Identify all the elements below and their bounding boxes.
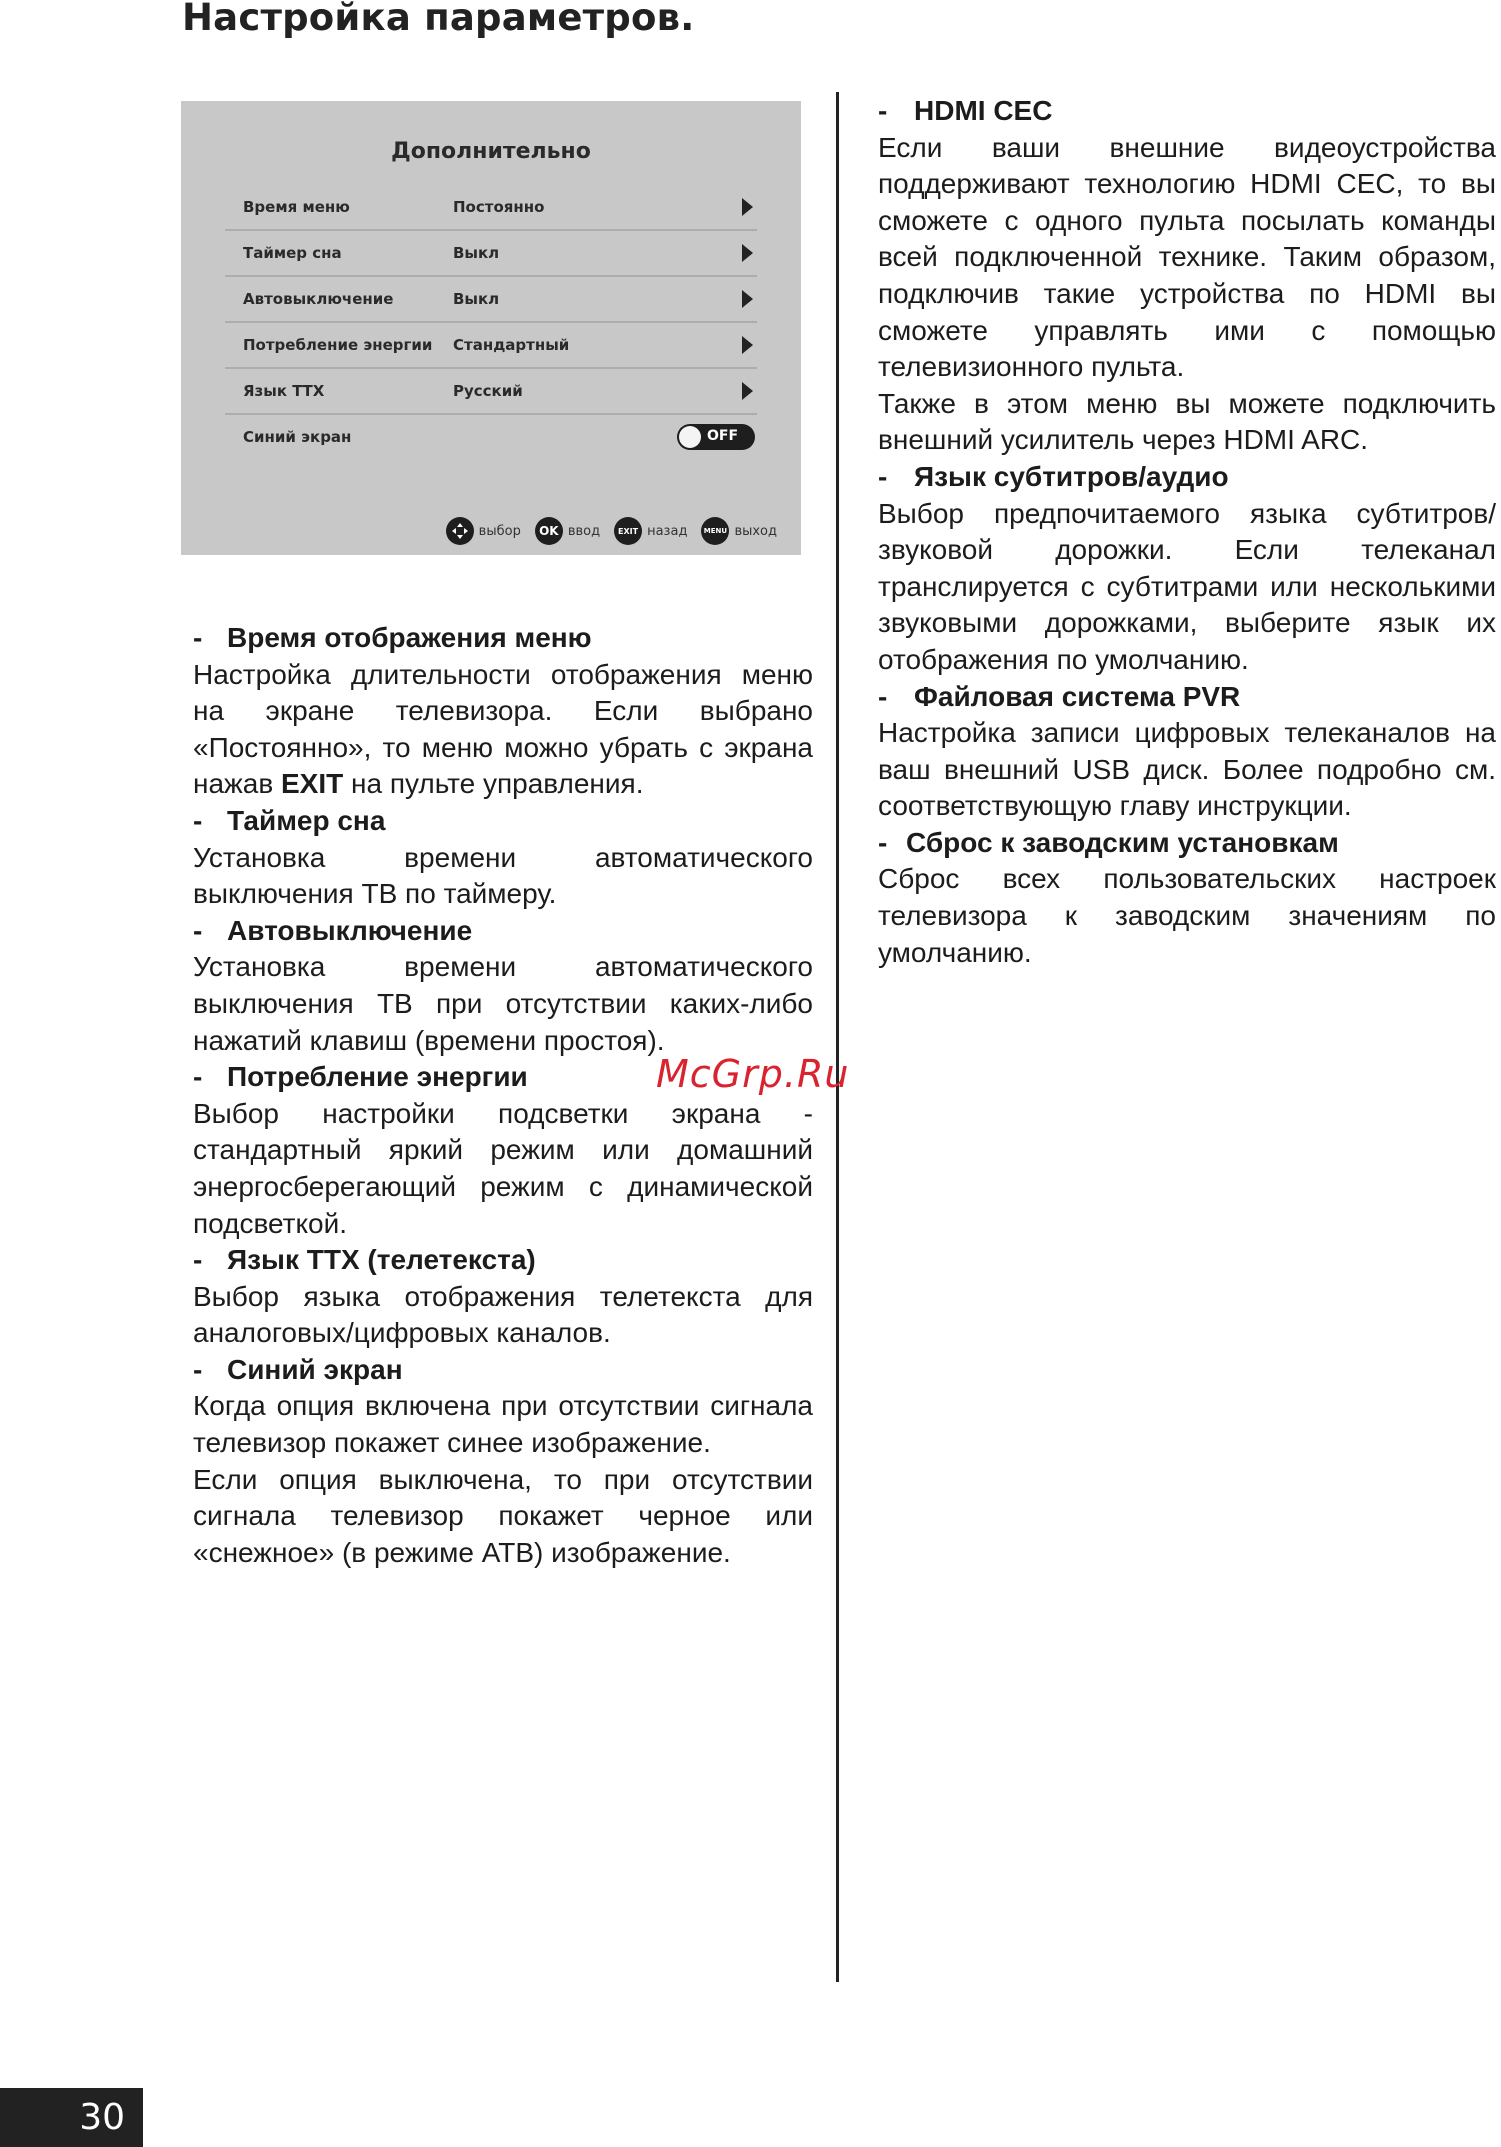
hint-label: назад xyxy=(647,523,688,539)
exit-icon: EXIT xyxy=(614,517,642,545)
right-column xyxy=(878,93,1496,971)
section-text: Установка времени автоматического выключения ТВ при отсутствии каких-либо нажатий клавиш (времени простоя). xyxy=(193,951,813,1056)
section-text: Установка времени автоматического выключения ТВ по таймеру. xyxy=(193,841,813,910)
menu-row-label: Автовыключение xyxy=(243,290,394,308)
menu-row-value: Стандартный xyxy=(453,336,570,354)
toggle-knob xyxy=(679,426,701,448)
menu-row-label: Язык ТТХ xyxy=(243,382,325,400)
menu-row-label: Синий экран xyxy=(243,428,352,446)
heading-text: Синий экран xyxy=(227,1353,403,1385)
menu-row-value: Выкл xyxy=(453,244,500,262)
ok-icon: OK xyxy=(535,517,563,545)
heading-text: Сброс к заводским установкам xyxy=(906,826,1339,858)
watermark: McGrp.Ru xyxy=(656,1052,850,1096)
text-span: на пульте управления. xyxy=(343,768,644,800)
dpad-icon xyxy=(446,517,474,545)
menu-title: Дополнительно xyxy=(391,139,591,164)
heading-text: Язык субтитров/аудио xyxy=(914,460,1229,492)
heading-text: Время отображения меню xyxy=(227,622,592,653)
arrow-right-icon xyxy=(742,382,753,400)
menu-row-auto-off xyxy=(225,277,757,323)
hint-exit xyxy=(701,517,777,545)
text-span: Настройка длительности отображения меню на экране телевизора. Если выбрано «Постоянно», то меню можно убрать с экрана нажав xyxy=(193,658,813,800)
menu-row-ttx-language xyxy=(225,369,757,415)
blue-screen-toggle xyxy=(677,424,755,450)
hint-label: выбор xyxy=(478,523,521,539)
section-text xyxy=(193,657,813,803)
hint-back xyxy=(614,517,687,545)
heading-text: HDMI CEC xyxy=(914,95,1053,126)
section-text: Выбор настройки подсветки экрана - стандартный яркий режим или домашний энергосберегающий режим с динамической подсветкой. xyxy=(193,1097,813,1239)
menu-row-value: Выкл xyxy=(453,290,500,308)
menu-icon: MENU xyxy=(701,517,729,545)
page-number: 30 xyxy=(0,2088,143,2147)
section-heading: - Язык субтитров/аудио xyxy=(878,460,1229,492)
section-heading: - Файловая система PVR xyxy=(878,680,1241,712)
menu-row-value: Постоянно xyxy=(453,198,545,216)
section-heading: - Время отображения меню xyxy=(193,622,592,653)
exit-key-name: EXIT xyxy=(281,768,344,800)
menu-row-label: Таймер сна xyxy=(243,244,342,262)
heading-text: Автовыключение xyxy=(227,914,473,946)
section-text: Настройка записи цифровых телеканалов на ваш внешний USB диск. Более подробно см. соответствующую главу инструкции. xyxy=(878,717,1496,822)
section-heading: - Таймер сна xyxy=(193,804,386,836)
arrow-right-icon xyxy=(742,336,753,354)
toggle-state: OFF xyxy=(707,428,739,444)
menu-panel xyxy=(181,101,801,555)
menu-rows xyxy=(225,185,757,459)
section-text: Когда опция включена при отсутствии сигнала телевизор покажет синее изображение. xyxy=(193,1390,813,1459)
arrow-right-icon xyxy=(742,198,753,216)
hint-label: выход xyxy=(734,523,777,539)
heading-text: Файловая система PVR xyxy=(914,680,1241,712)
menu-row-power xyxy=(225,323,757,369)
heading-text: Язык ТТХ (телетекста) xyxy=(227,1244,536,1276)
section-heading: - Автовыключение xyxy=(193,914,473,946)
menu-row-blue-screen xyxy=(225,415,757,459)
heading-text: Таймер сна xyxy=(227,804,386,836)
arrow-right-icon xyxy=(742,244,753,262)
section-text: Выбор предпочитаемого языка субтитров/звуковой дорожки. Если телеканал транслируется с субтитрами или несколькими звуковыми дорожками, выберите язык их отображения по умолчанию. xyxy=(878,497,1496,675)
heading-text: Потребление энергии xyxy=(227,1061,528,1093)
menu-row-label: Потребление энергии xyxy=(243,336,433,354)
section-text: Если опция выключена, то при отсутствии сигнала телевизор покажет черное или «снежное» (в режиме АТВ) изображение. xyxy=(193,1463,813,1568)
hint-select xyxy=(446,517,521,545)
section-text: Также в этом меню вы можете подключить внешний усилитель через HDMI ARC. xyxy=(878,387,1496,456)
section-heading: - Сброс к заводским установкам xyxy=(878,826,1339,858)
menu-hints xyxy=(446,517,777,545)
section-heading: - Синий экран xyxy=(193,1353,403,1385)
menu-row-sleep-timer xyxy=(225,231,757,277)
section-heading: - Язык ТТХ (телетекста) xyxy=(193,1244,536,1276)
section-text: Сброс всех пользовательских настроек телевизора к заводским значениям по умолчанию. xyxy=(878,863,1496,968)
hint-label: ввод xyxy=(567,523,601,539)
menu-row-label: Время меню xyxy=(243,198,350,216)
column-divider xyxy=(836,92,839,1982)
section-heading: - HDMI CEC xyxy=(878,95,1053,126)
arrow-right-icon xyxy=(742,290,753,308)
menu-row-menu-time xyxy=(225,185,757,231)
menu-row-value: Русский xyxy=(453,382,523,400)
section-text: Если ваши внешние видеоустройства поддерживают технологию HDMI CEC, то вы сможете с одного пульта посылать команды всей подключенной технике. Таким образом, подключив такие устройства по HDMI вы сможете управлять ими с помощью телевизионного пульта. xyxy=(878,131,1496,383)
hint-enter xyxy=(535,517,600,545)
page-title: Настройка параметров. xyxy=(182,0,695,39)
section-text: Выбор языка отображения телетекста для аналоговых/цифровых каналов. xyxy=(193,1280,813,1349)
section-heading: - Потребление энергии xyxy=(193,1061,528,1093)
